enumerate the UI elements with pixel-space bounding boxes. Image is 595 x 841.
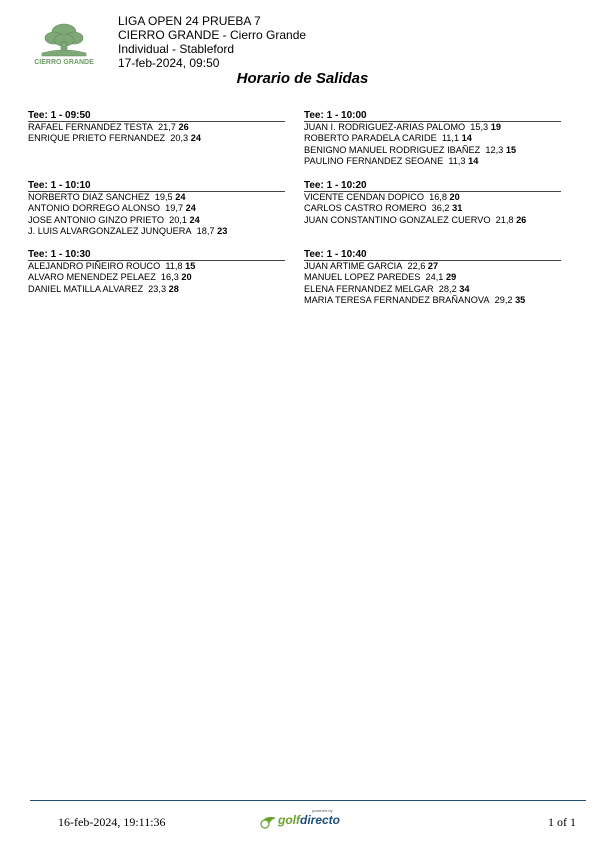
player-row bbox=[304, 145, 561, 156]
player-score: 26 bbox=[516, 214, 527, 225]
tee-time-heading: Tee: 1 - 10:40 bbox=[304, 249, 561, 261]
player-name: MARIA TERESA FERNANDEZ BRAÑANOVA bbox=[304, 295, 490, 306]
player-name: ALVARO MENENDEZ PELAEZ bbox=[28, 272, 156, 283]
player-handicap: 18,7 bbox=[196, 226, 215, 237]
player-score: 20 bbox=[181, 272, 192, 283]
tee-time-heading: Tee: 1 - 09:50 bbox=[28, 110, 285, 122]
player-name: VICENTE CENDAN DOPICO bbox=[304, 192, 424, 202]
player-handicap: 19,5 bbox=[154, 192, 173, 202]
player-handicap: 28,2 bbox=[438, 283, 457, 294]
player-row bbox=[304, 295, 561, 306]
course-name: CIERRO GRANDE - Cierro Grande bbox=[118, 28, 307, 42]
player-row bbox=[28, 203, 285, 214]
tee-group bbox=[28, 249, 285, 295]
player-row bbox=[304, 192, 561, 203]
footer-divider bbox=[30, 800, 586, 801]
player-row bbox=[28, 272, 285, 283]
player-handicap: 20,3 bbox=[170, 133, 189, 144]
player-name: ELENA FERNANDEZ MELGAR bbox=[304, 283, 434, 294]
player-score: 24 bbox=[190, 133, 201, 144]
player-score: 29 bbox=[445, 272, 457, 283]
player-handicap: 21,7 bbox=[158, 122, 176, 132]
player-handicap: 29,2 bbox=[494, 295, 513, 306]
player-handicap: 21,8 bbox=[495, 214, 514, 225]
tee-group bbox=[28, 180, 285, 238]
player-name: J. LUIS ALVARGONZALEZ JUNQUERA bbox=[28, 226, 192, 237]
player-row bbox=[304, 272, 561, 283]
golf-ball-icon bbox=[258, 812, 278, 830]
player-score: 14 bbox=[468, 156, 479, 167]
player-handicap: 16,3 bbox=[160, 272, 179, 283]
player-score: 14 bbox=[461, 133, 472, 144]
player-score: 24 bbox=[189, 214, 200, 225]
player-row bbox=[304, 133, 561, 144]
competition-datetime: 17-feb-2024, 09:50 bbox=[118, 56, 220, 70]
player-score: 20 bbox=[449, 192, 460, 202]
player-score: 27 bbox=[427, 261, 439, 271]
player-name: JOSE ANTONIO GINZO PRIETO bbox=[28, 214, 164, 225]
player-name: CARLOS CASTRO ROMERO bbox=[304, 203, 427, 214]
tee-group bbox=[304, 249, 561, 307]
player-name: JUAN I. RODRIGUEZ-ARIAS PALOMO bbox=[304, 122, 466, 132]
brand-wordmark: golfdirecto bbox=[278, 813, 341, 827]
player-score: 24 bbox=[185, 203, 196, 214]
player-handicap: 11,8 bbox=[165, 261, 183, 271]
player-row bbox=[304, 215, 561, 226]
player-score: 26 bbox=[178, 122, 189, 132]
player-score: 35 bbox=[515, 295, 526, 306]
player-score: 23 bbox=[217, 226, 228, 237]
player-name: NORBERTO DIAZ SANCHEZ bbox=[28, 192, 150, 202]
competition-header bbox=[118, 14, 306, 70]
player-handicap: 15,3 bbox=[470, 122, 489, 132]
print-timestamp: 16-feb-2024, 19:11:36 bbox=[58, 815, 166, 829]
player-name: DANIEL MATILLA ALVAREZ bbox=[28, 283, 144, 294]
player-row bbox=[304, 122, 561, 133]
player-name: ROBERTO PARADELA CARIDE bbox=[304, 133, 437, 144]
player-row bbox=[304, 284, 561, 295]
player-handicap: 16,8 bbox=[429, 192, 447, 202]
player-handicap: 22,6 bbox=[407, 261, 426, 271]
player-name: BENIGNO MANUEL RODRIGUEZ IBAÑEZ bbox=[304, 144, 481, 155]
page-title: Horario de Salidas bbox=[236, 70, 369, 87]
tee-group bbox=[304, 110, 561, 168]
game-format: Individual - Stableford bbox=[118, 42, 235, 56]
player-row bbox=[28, 133, 285, 144]
tee-time-heading: Tee: 1 - 10:20 bbox=[304, 180, 561, 192]
player-handicap: 12,3 bbox=[485, 144, 504, 155]
player-name: JUAN CONSTANTINO GONZALEZ CUERVO bbox=[304, 214, 491, 225]
tee-time-heading: Tee: 1 - 10:00 bbox=[304, 110, 561, 122]
player-score: 34 bbox=[459, 283, 470, 294]
player-score: 24 bbox=[175, 192, 186, 202]
competition-name: LIGA OPEN 24 PRUEBA 7 bbox=[118, 14, 261, 28]
player-handicap: 24,1 bbox=[425, 272, 444, 283]
player-row bbox=[28, 226, 285, 237]
player-score: 31 bbox=[452, 203, 463, 214]
page-number: 1 of 1 bbox=[548, 815, 576, 829]
player-name: PAULINO FERNANDEZ SEOANE bbox=[304, 156, 444, 167]
golfdirecto-logo bbox=[256, 808, 346, 830]
player-row bbox=[28, 284, 285, 295]
player-handicap: 19,7 bbox=[165, 203, 184, 214]
player-handicap: 36,2 bbox=[431, 203, 450, 214]
player-score: 28 bbox=[168, 283, 179, 294]
player-row bbox=[304, 203, 561, 214]
tee-group bbox=[28, 110, 285, 145]
powered-by-label: powered by bbox=[312, 808, 333, 813]
logo-wordmark: CIERRO GRANDE bbox=[34, 59, 94, 66]
player-name: ENRIQUE PRIETO FERNANDEZ bbox=[28, 133, 166, 144]
player-row bbox=[304, 261, 561, 272]
player-score: 15 bbox=[185, 261, 196, 271]
club-logo bbox=[34, 20, 94, 66]
player-handicap: 20,1 bbox=[169, 214, 187, 225]
player-row bbox=[28, 261, 285, 272]
tee-time-heading: Tee: 1 - 10:30 bbox=[28, 249, 285, 261]
player-name: MANUEL LOPEZ PAREDES bbox=[304, 272, 421, 283]
tee-time-heading: Tee: 1 - 10:10 bbox=[28, 180, 285, 192]
player-name: JUAN ARTIME GARCIA bbox=[304, 261, 403, 271]
player-row bbox=[304, 156, 561, 167]
player-handicap: 11,1 bbox=[441, 133, 460, 144]
player-name: RAFAEL FERNANDEZ TESTA bbox=[28, 122, 153, 132]
player-name: ANTONIO DORREGO ALONSO bbox=[28, 203, 161, 214]
player-score: 15 bbox=[505, 144, 517, 155]
player-row bbox=[28, 215, 285, 226]
player-row bbox=[28, 122, 285, 133]
player-handicap: 23,3 bbox=[148, 283, 167, 294]
player-name: ALEJANDRO PIÑEIRO ROUCO bbox=[28, 261, 161, 271]
player-row bbox=[28, 192, 285, 203]
player-score: 19 bbox=[490, 122, 501, 132]
tee-group bbox=[304, 180, 561, 226]
player-handicap: 11,3 bbox=[448, 156, 466, 167]
